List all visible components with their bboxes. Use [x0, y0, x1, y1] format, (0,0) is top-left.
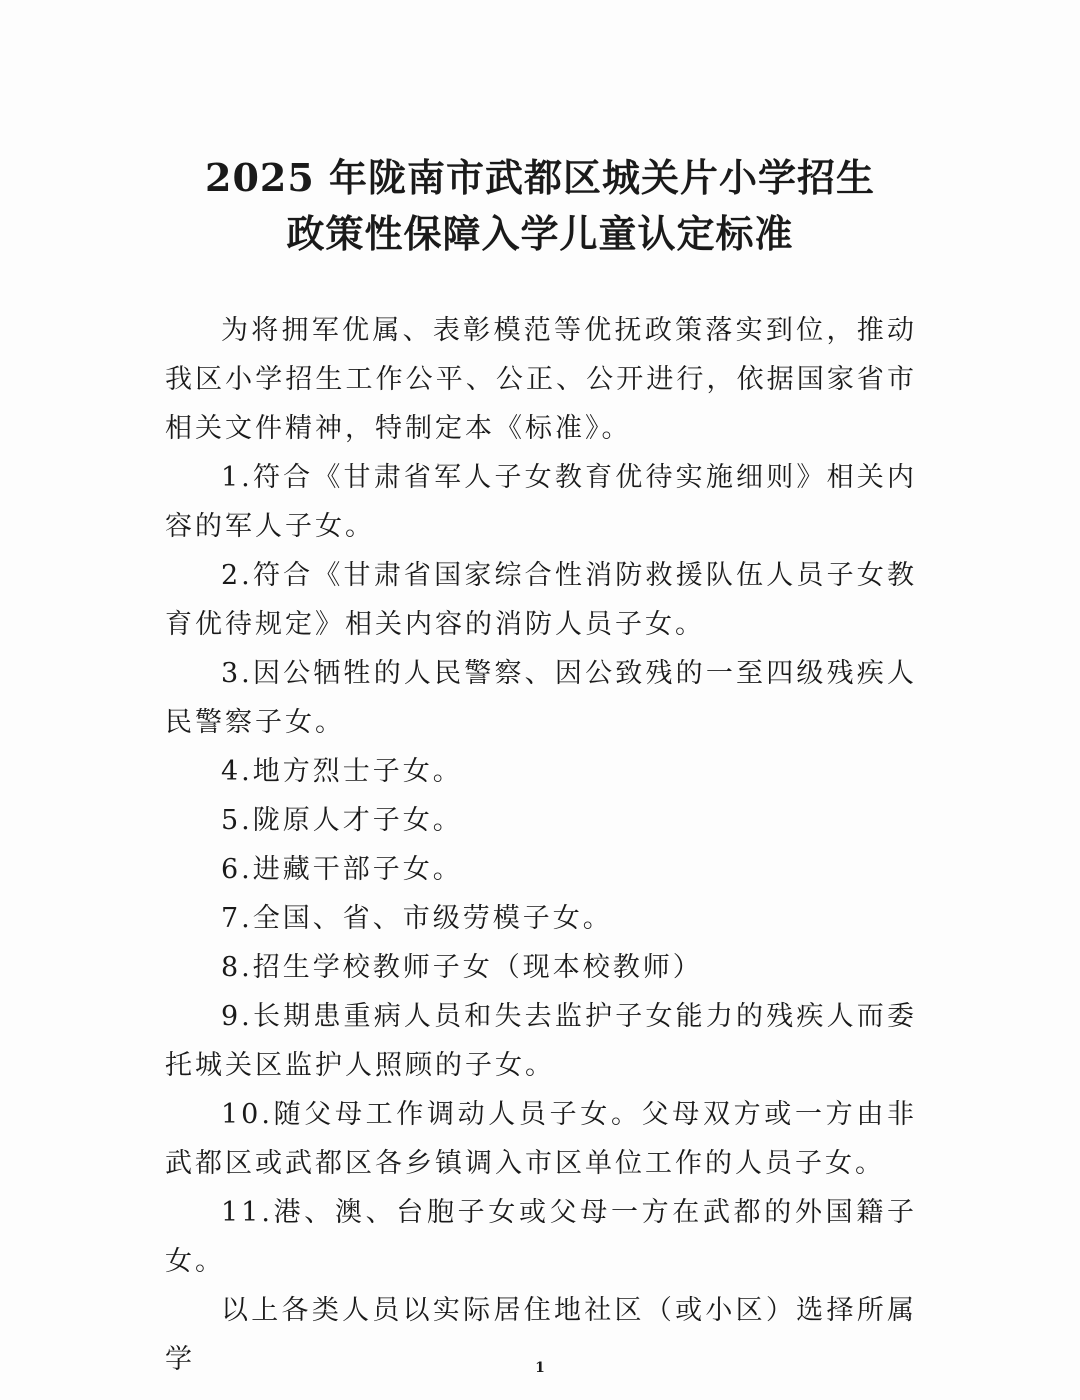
title-line-2: 政策性保障入学儿童认定标准 [286, 211, 794, 256]
item-10: 10.随父母工作调动人员子女。父母双方或一方由非武都区或武都区各乡镇调入市区单位工作的人员子女。 [165, 1099, 917, 1179]
item-7: 7.全国、省、市级劳模子女。 [221, 903, 613, 934]
item-6: 6.进藏干部子女。 [221, 854, 463, 885]
item-4: 4.地方烈士子女。 [221, 756, 463, 787]
title-line-1: 2025 年陇南市武都区城关片小学招生 [205, 155, 875, 200]
item-3: 3.因公牺牲的人民警察、因公致残的一至四级残疾人民警察子女。 [165, 658, 917, 738]
intro-paragraph: 为将拥军优属、表彰模范等优抚政策落实到位，推动我区小学招生工作公平、公正、公开进行，依据国家省市相关文件精神，特制定本《标准》。 [165, 315, 917, 444]
item-11: 11.港、澳、台胞子女或父母一方在武都的外国籍子女。 [165, 1197, 917, 1277]
item-5: 5.陇原人才子女。 [221, 805, 463, 836]
item-1: 1.符合《甘肃省军人子女教育优待实施细则》相关内容的军人子女。 [165, 462, 917, 542]
page-number: 1 [535, 1360, 545, 1376]
document-title [0, 150, 1080, 262]
item-2: 2.符合《甘肃省国家综合性消防救援队伍人员子女教育优待规定》相关内容的消防人员子女。 [165, 560, 917, 640]
item-9: 9.长期患重病人员和失去监护子女能力的残疾人而委托城关区监护人照顾的子女。 [165, 1001, 917, 1081]
document-body [165, 306, 917, 1384]
closing-paragraph: 以上各类人员以实际居住地社区（或小区）选择所属学 [165, 1295, 917, 1375]
item-8: 8.招生学校教师子女（现本校教师） [221, 952, 703, 983]
